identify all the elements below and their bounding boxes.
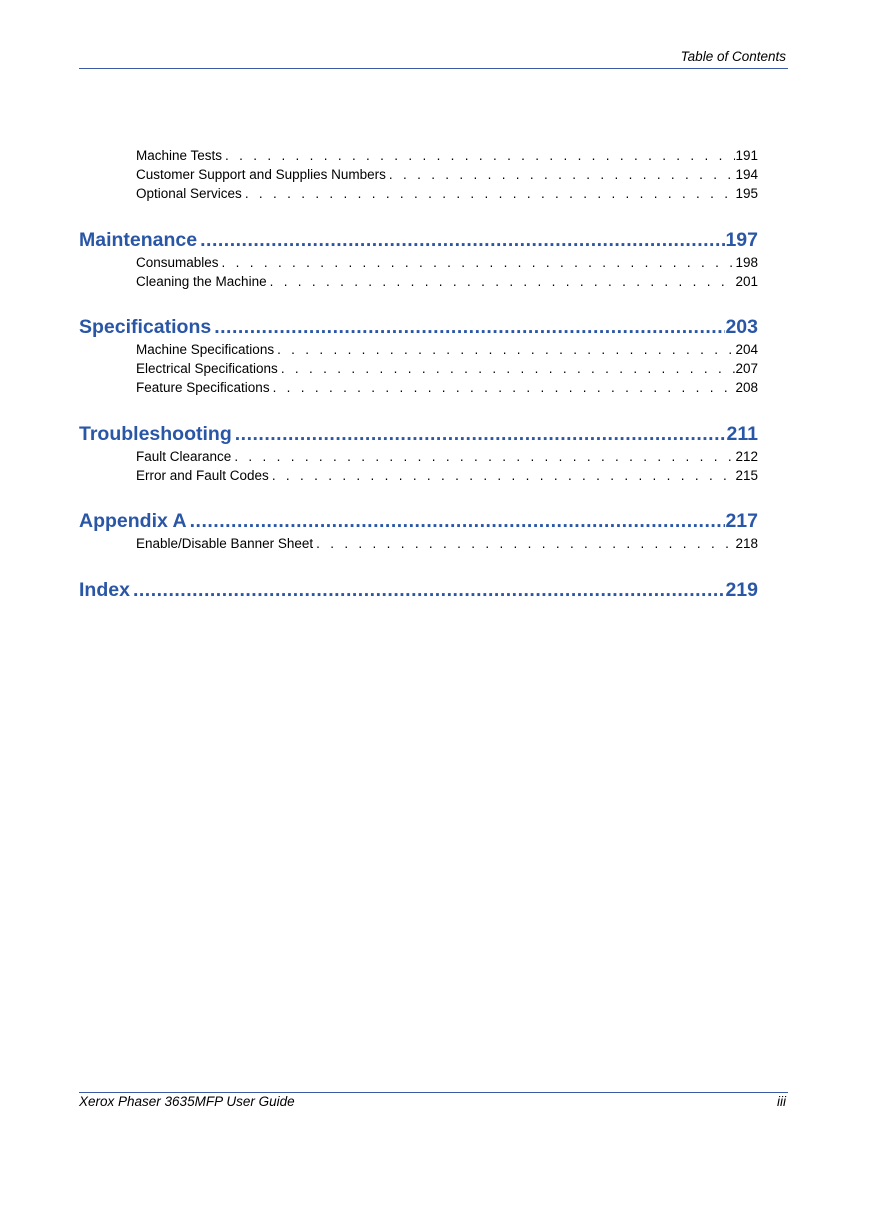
toc-entry-consumables[interactable] <box>136 254 758 272</box>
toc-entry-label: Electrical Specifications <box>136 361 278 376</box>
toc-chapter-page: 217 <box>725 510 758 532</box>
toc-entry-page: 191 <box>735 148 758 163</box>
toc-chapter-appendix-a[interactable] <box>79 508 758 534</box>
toc-entry-machine-tests[interactable] <box>136 147 758 165</box>
toc-chapter-label: Specifications <box>79 316 212 338</box>
toc-entry-cleaning-the-machine[interactable] <box>136 273 758 291</box>
toc-entry-page: 194 <box>735 167 758 182</box>
dot-leader <box>232 421 727 447</box>
toc-entry-enable-disable-banner-sheet[interactable] <box>136 535 758 553</box>
toc-chapter-specifications[interactable] <box>79 314 758 340</box>
page-header-title: Table of Contents <box>680 49 786 64</box>
toc-entry-label: Error and Fault Codes <box>136 468 269 483</box>
dot-leader <box>267 273 736 291</box>
toc-entry-label: Customer Support and Supplies Numbers <box>136 167 386 182</box>
dot-leader <box>274 341 735 359</box>
dot-leader <box>197 227 725 253</box>
dot-leader <box>242 185 736 203</box>
toc-entry-error-and-fault-codes[interactable] <box>136 467 758 485</box>
header-rule <box>79 68 788 69</box>
toc-chapter-label: Troubleshooting <box>79 423 232 445</box>
dot-leader <box>231 448 735 466</box>
toc-entry-electrical-specifications[interactable] <box>136 360 758 378</box>
toc-entry-feature-specifications[interactable] <box>136 379 758 397</box>
toc-chapter-maintenance[interactable] <box>79 227 758 253</box>
toc-entry-fault-clearance[interactable] <box>136 448 758 466</box>
toc-entry-customer-support[interactable] <box>136 166 758 184</box>
toc-entry-page: 195 <box>735 186 758 201</box>
dot-leader <box>386 166 736 184</box>
dot-leader <box>270 379 736 397</box>
toc-entry-machine-specifications[interactable] <box>136 341 758 359</box>
toc-entry-page: 215 <box>735 468 758 483</box>
toc-entry-page: 201 <box>735 274 758 289</box>
toc-entry-optional-services[interactable] <box>136 185 758 203</box>
toc-entry-label: Cleaning the Machine <box>136 274 267 289</box>
toc-entry-label: Machine Tests <box>136 148 223 163</box>
toc-chapter-label: Index <box>79 579 130 601</box>
toc-entry-page: 198 <box>735 255 758 270</box>
toc-chapter-page: 211 <box>726 423 758 445</box>
dot-leader <box>269 467 736 485</box>
toc-entry-label: Fault Clearance <box>136 449 232 464</box>
toc-entry-page: 207 <box>735 361 758 376</box>
dot-leader <box>130 577 726 603</box>
toc-chapter-index[interactable] <box>79 577 758 603</box>
dot-leader <box>313 535 735 553</box>
dot-leader <box>222 147 735 165</box>
toc-chapter-label: Appendix A <box>79 510 187 532</box>
dot-leader <box>187 508 726 534</box>
dot-leader <box>278 360 736 378</box>
toc-entry-page: 208 <box>735 380 758 395</box>
toc-entry-page: 204 <box>735 342 758 357</box>
toc-entry-page: 212 <box>735 449 758 464</box>
dot-leader <box>211 314 725 340</box>
toc-chapter-page: 219 <box>725 579 758 601</box>
toc-chapter-troubleshooting[interactable] <box>79 421 758 447</box>
toc-entry-label: Optional Services <box>136 186 242 201</box>
footer-guide-title: Xerox Phaser 3635MFP User Guide <box>79 1094 295 1109</box>
toc-chapter-label: Maintenance <box>79 229 198 251</box>
toc-entry-label: Enable/Disable Banner Sheet <box>136 536 314 551</box>
toc-entry-label: Machine Specifications <box>136 342 275 357</box>
toc-entry-page: 218 <box>735 536 758 551</box>
toc-chapter-page: 203 <box>725 316 758 338</box>
toc-chapter-page: 197 <box>725 229 758 251</box>
toc-entry-label: Consumables <box>136 255 219 270</box>
footer-page-number: iii <box>777 1094 786 1109</box>
toc-entry-label: Feature Specifications <box>136 380 270 395</box>
dot-leader <box>219 254 736 272</box>
footer-rule <box>79 1092 788 1093</box>
